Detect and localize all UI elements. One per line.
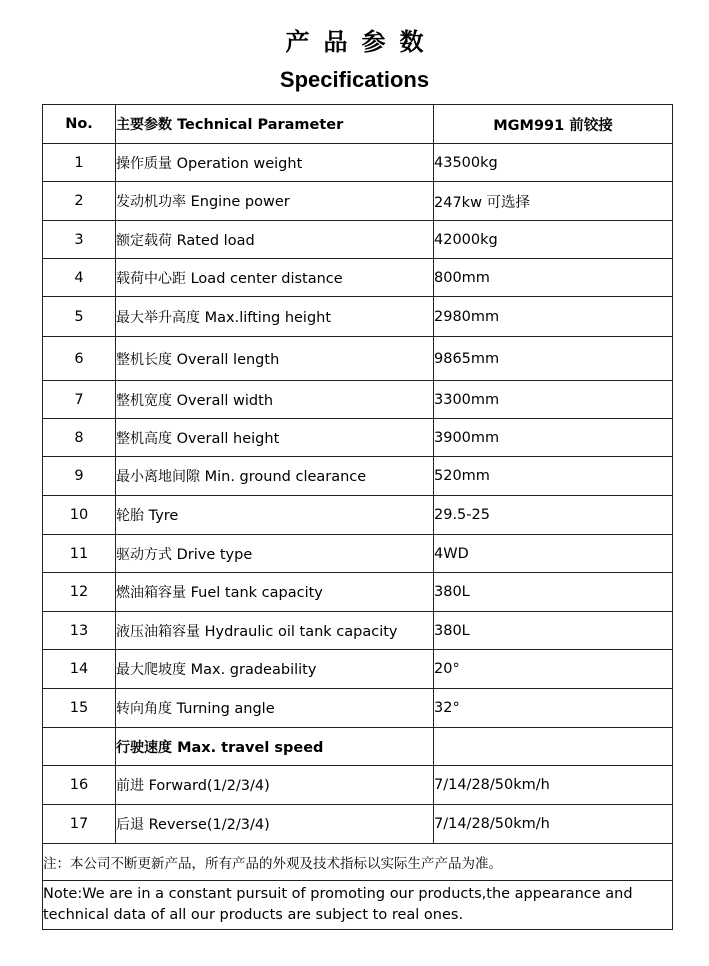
row-number: 11 bbox=[43, 535, 116, 573]
table-row bbox=[43, 573, 673, 612]
table-row bbox=[43, 689, 673, 728]
table-header-row bbox=[43, 105, 673, 144]
table-row bbox=[43, 259, 673, 297]
parameter-name-cn: 最小离地间隙 bbox=[116, 469, 200, 485]
row-number: 12 bbox=[43, 573, 116, 612]
parameter-name-en: Overall length bbox=[176, 351, 280, 368]
parameter-name-cn: 液压油箱容量 bbox=[116, 623, 200, 640]
parameter-value: 9865mm bbox=[434, 337, 673, 381]
parameter-value: 20° bbox=[434, 650, 673, 689]
row-number: 7 bbox=[43, 381, 116, 419]
parameter-name-cn: 轮胎 bbox=[116, 508, 144, 524]
row-number: 15 bbox=[43, 689, 116, 728]
table-row bbox=[43, 612, 673, 650]
parameter-name-cn: 额定载荷 bbox=[116, 232, 172, 249]
parameter-name-cn: 驱动方式 bbox=[116, 546, 172, 563]
parameter-cell bbox=[116, 259, 434, 297]
parameter-name-en: Reverse(1/2/3/4) bbox=[148, 817, 270, 833]
parameter-name-cn: 操作质量 bbox=[116, 155, 172, 172]
page-title-chinese: 产品参数 bbox=[285, 27, 438, 56]
parameter-name-en: Forward(1/2/3/4) bbox=[148, 778, 270, 794]
table-row bbox=[43, 535, 673, 573]
specifications-body bbox=[43, 144, 673, 844]
table-row bbox=[43, 221, 673, 259]
row-number: 17 bbox=[43, 805, 116, 844]
parameter-name-cn: 转向角度 bbox=[116, 701, 172, 717]
note-english: Note:We are in a constant pursuit of promoting our products,the appearance and technical data of all our products are subject to real ones. bbox=[43, 881, 673, 930]
row-number: 13 bbox=[43, 612, 116, 650]
table-row bbox=[43, 805, 673, 844]
parameter-name-en: Min. ground clearance bbox=[204, 469, 367, 485]
specifications-table bbox=[42, 104, 673, 930]
row-number: 8 bbox=[43, 419, 116, 457]
parameter-value bbox=[434, 728, 673, 766]
parameter-cell bbox=[116, 381, 434, 419]
row-number: 5 bbox=[43, 297, 116, 337]
table-row bbox=[43, 419, 673, 457]
row-number: 9 bbox=[43, 457, 116, 496]
parameter-name-cn: 发动机功率 bbox=[116, 194, 186, 210]
parameter-value: 380L bbox=[434, 573, 673, 612]
note-chinese: 注：本公司不断更新产品，所有产品的外观及技术指标以实际生产产品为准。 bbox=[43, 844, 673, 881]
parameter-value: 247kw 可选择 bbox=[434, 182, 673, 221]
table-row bbox=[43, 381, 673, 419]
parameter-name-cn: 载荷中心距 bbox=[116, 270, 186, 287]
parameter-cell bbox=[116, 805, 434, 844]
header-parameter-cn: 主要参数 bbox=[116, 117, 172, 133]
parameter-value: 3300mm bbox=[434, 381, 673, 419]
table-row bbox=[43, 766, 673, 805]
note-row-english bbox=[43, 881, 673, 930]
parameter-name-cn: 整机高度 bbox=[116, 430, 172, 447]
parameter-value: 800mm bbox=[434, 259, 673, 297]
parameter-cell bbox=[116, 182, 434, 221]
parameter-name-cn: 最大举升高度 bbox=[116, 309, 200, 326]
table-row bbox=[43, 297, 673, 337]
row-number: 16 bbox=[43, 766, 116, 805]
header-parameter-en: Technical Parameter bbox=[177, 117, 344, 133]
parameter-name-en: Turning angle bbox=[176, 701, 275, 717]
row-number bbox=[43, 728, 116, 766]
row-number: 1 bbox=[43, 144, 116, 182]
parameter-cell bbox=[116, 221, 434, 259]
parameter-name-en: Tyre bbox=[148, 508, 179, 524]
parameter-value: 7/14/28/50km/h bbox=[434, 766, 673, 805]
table-row bbox=[43, 457, 673, 496]
parameter-name-cn: 整机长度 bbox=[116, 351, 172, 368]
parameter-name-en: Overall width bbox=[176, 392, 274, 409]
row-number: 10 bbox=[43, 496, 116, 535]
parameter-value: 32° bbox=[434, 689, 673, 728]
parameter-name-cn: 燃油箱容量 bbox=[116, 585, 186, 601]
parameter-name-en: Operation weight bbox=[176, 155, 303, 172]
table-row bbox=[43, 650, 673, 689]
parameter-name-en: Max. travel speed bbox=[177, 739, 324, 756]
parameter-value: 29.5-25 bbox=[434, 496, 673, 535]
parameter-cell bbox=[116, 297, 434, 337]
parameter-name-en: Load center distance bbox=[190, 270, 343, 287]
parameter-name-en: Rated load bbox=[176, 232, 255, 249]
header-no: No. bbox=[43, 105, 116, 144]
parameter-name-en: Drive type bbox=[176, 546, 253, 563]
parameter-cell bbox=[116, 766, 434, 805]
parameter-value: 2980mm bbox=[434, 297, 673, 337]
row-number: 4 bbox=[43, 259, 116, 297]
table-row bbox=[43, 144, 673, 182]
note-row-chinese bbox=[43, 844, 673, 881]
parameter-cell bbox=[116, 457, 434, 496]
parameter-name-en: Engine power bbox=[190, 194, 290, 210]
header-model: MGM991 前铰接 bbox=[434, 105, 673, 144]
section-row bbox=[43, 728, 673, 766]
parameter-value: 42000kg bbox=[434, 221, 673, 259]
parameter-value: 3900mm bbox=[434, 419, 673, 457]
parameter-name-cn: 整机宽度 bbox=[116, 392, 172, 409]
table-row bbox=[43, 182, 673, 221]
parameter-value: 4WD bbox=[434, 535, 673, 573]
row-number: 6 bbox=[43, 337, 116, 381]
parameter-value: 43500kg bbox=[434, 144, 673, 182]
parameter-cell bbox=[116, 144, 434, 182]
parameter-name-en: Max. gradeability bbox=[190, 662, 317, 678]
parameter-cell bbox=[116, 496, 434, 535]
parameter-name-cn: 前进 bbox=[116, 778, 144, 794]
parameter-name-cn: 最大爬坡度 bbox=[116, 662, 186, 678]
parameter-cell bbox=[116, 419, 434, 457]
parameter-cell bbox=[116, 612, 434, 650]
parameter-value: 7/14/28/50km/h bbox=[434, 805, 673, 844]
parameter-cell bbox=[116, 337, 434, 381]
parameter-cell bbox=[116, 728, 434, 766]
header-parameter bbox=[116, 105, 434, 144]
parameter-cell bbox=[116, 650, 434, 689]
parameter-name-cn: 行驶速度 bbox=[116, 739, 172, 756]
row-number: 2 bbox=[43, 182, 116, 221]
parameter-cell bbox=[116, 535, 434, 573]
parameter-name-en: Fuel tank capacity bbox=[190, 585, 323, 601]
parameter-name-en: Max.lifting height bbox=[204, 309, 332, 326]
parameter-value: 520mm bbox=[434, 457, 673, 496]
parameter-name-cn: 后退 bbox=[116, 817, 144, 833]
page-title-english: Specifications bbox=[279, 67, 430, 92]
parameter-cell bbox=[116, 689, 434, 728]
parameter-value: 380L bbox=[434, 612, 673, 650]
parameter-cell bbox=[116, 573, 434, 612]
parameter-name-en: Overall height bbox=[176, 430, 280, 447]
row-number: 3 bbox=[43, 221, 116, 259]
row-number: 14 bbox=[43, 650, 116, 689]
table-row bbox=[43, 337, 673, 381]
table-row bbox=[43, 496, 673, 535]
parameter-name-en: Hydraulic oil tank capacity bbox=[204, 623, 398, 640]
